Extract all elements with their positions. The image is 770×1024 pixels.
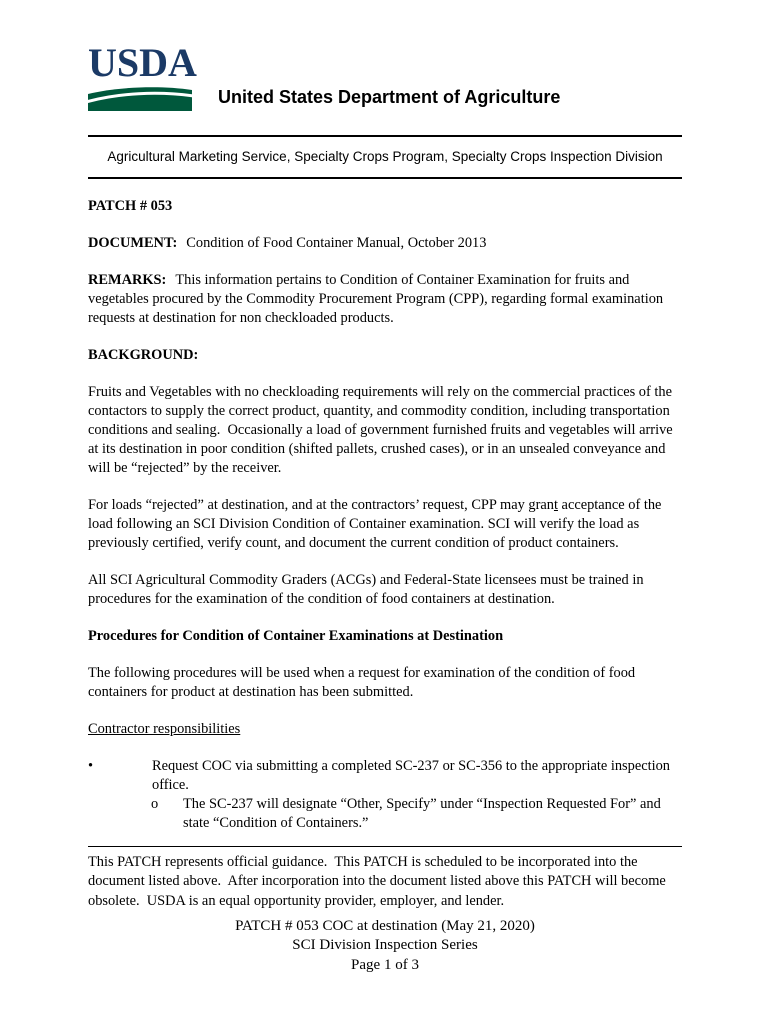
sub-list-item-text: The SC-237 will designate “Other, Specify” under “Inspection Requested For” and state “Condition of Containers.” xyxy=(183,796,665,831)
remarks-line xyxy=(88,271,682,328)
procedures-intro: The following procedures will be used when a request for examination of the condition of food containers for product at destination has been submitted. xyxy=(88,665,639,700)
document-line xyxy=(88,234,682,253)
remarks-label: REMARKS: xyxy=(88,272,167,288)
header-divider-bottom xyxy=(88,177,682,179)
sub-list-item xyxy=(88,795,682,833)
list-item xyxy=(88,757,682,795)
division-title: Agricultural Marketing Service, Specialty Crops Program, Specialty Crops Inspection Division xyxy=(107,149,663,164)
document-label: DOCUMENT: xyxy=(88,235,178,251)
contractor-responsibilities-heading: Contractor responsibilities xyxy=(88,721,241,737)
footer-patch-line: PATCH # 053 COC at destination (May 21, 2020) xyxy=(235,917,535,934)
background-heading: BACKGROUND: xyxy=(88,347,199,363)
paragraph-2-after: acceptance of the load following an SCI Division Condition of Container examination. SCI will verify the load as previously certified, verify count, and document the current condition of product containers. xyxy=(88,497,666,551)
usda-logo xyxy=(88,40,197,111)
footer-page-number: Page 1 of 3 xyxy=(351,956,419,973)
footer-divider xyxy=(88,846,682,847)
footer-series-line: SCI Division Inspection Series xyxy=(292,937,478,954)
patch-number: PATCH # 053 xyxy=(88,198,173,214)
background-paragraph-3: All SCI Agricultural Commodity Graders (ACGs) and Federal-State licensees must be trained in procedures for the examination of the condition of food containers at destination. xyxy=(88,572,648,607)
background-paragraph-1: Fruits and Vegetables with no checkloading requirements will rely on the commercial practices of the contactors to supply the correct product, quantity, and commodity condition, including transportation conditions and sealing. Occasionally a load of government furnished fruits and vegetables will arrive at its destination in poor condition (shifted pallets, crushed cases), or in an unsealed conveyance and will be “rejected” by the receiver. xyxy=(88,384,677,476)
usda-field-swoosh-icon xyxy=(88,85,192,111)
list-item-text: Request COC via submitting a completed SC-237 or SC-356 to the appropriate inspection office. xyxy=(152,758,674,793)
document-value: Condition of Food Container Manual, October 2013 xyxy=(186,235,487,251)
footer-guidance-text: This PATCH represents official guidance. This PATCH is scheduled to be incorporated into the document listed above. After incorporation into the document listed above this PATCH will become obsolete. USDA is an equal opportunity provider, employer, and lender. xyxy=(88,854,670,909)
remarks-text: This information pertains to Condition of Container Examination for fruits and vegetables procured by the Commodity Procurement Program (CPP), regarding formal examination requests at destination for non checkloaded products. xyxy=(88,272,667,326)
background-paragraph-2 xyxy=(88,496,682,553)
procedures-heading: Procedures for Condition of Container Examinations at Destination xyxy=(88,628,504,644)
usda-masthead xyxy=(88,40,682,111)
paragraph-2-underlined: t xyxy=(553,497,558,513)
bullet-icon: • xyxy=(88,758,94,774)
document-body xyxy=(88,197,682,833)
usda-logo-wordmark: USDA xyxy=(88,40,197,85)
document-footer xyxy=(88,846,682,975)
agency-title: United States Department of Agriculture xyxy=(218,87,561,107)
footer-id-block xyxy=(88,917,682,976)
circle-bullet-icon: o xyxy=(151,796,159,812)
paragraph-2-before: For loads “rejected” at destination, and at the contractors’ request, CPP may gran xyxy=(88,497,554,513)
